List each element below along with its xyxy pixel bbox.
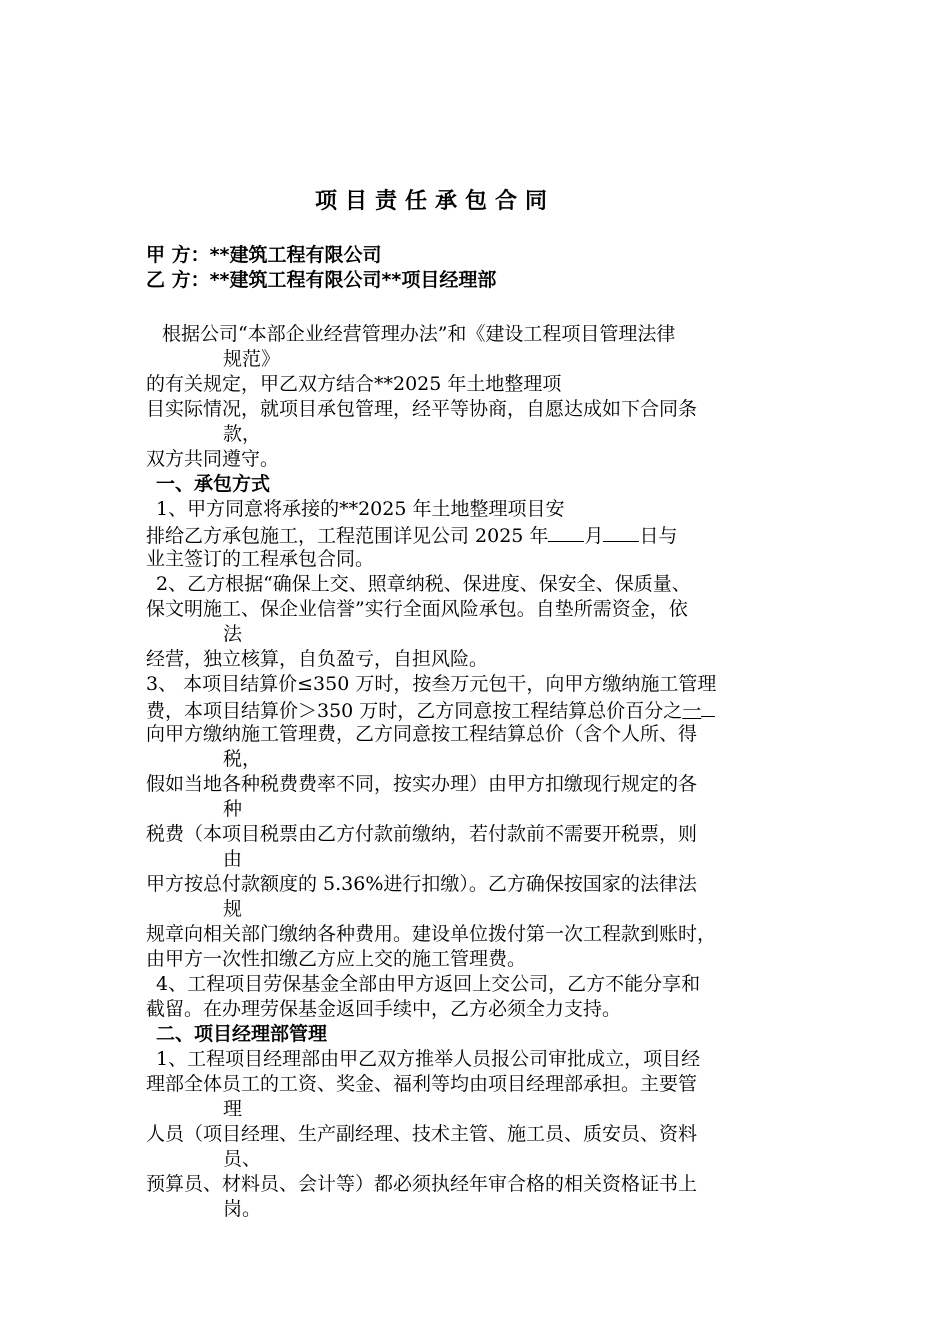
clause-line: 2、乙方根据“确保上交、照章纳税、保进度、保安全、保质量、 [156, 573, 691, 595]
intro-line: 目实际情况，就项目承包管理，经平等协商，自愿达成如下合同条 [146, 398, 698, 420]
intro-line: 的有关规定，甲乙双方结合**2025 年土地整理项 [146, 373, 562, 395]
clause-line: 截留。在办理劳保基金返回手续中，乙方必须全力支持。 [146, 998, 622, 1020]
document-body [146, 243, 811, 1222]
document-title: 项目责任承包合同 [314, 189, 555, 214]
clause-line: 理部全体员工的工资、奖金、福利等均由项目经理部承担。主要管 [146, 1073, 698, 1095]
party-a: 甲 方：**建筑工程有限公司 [146, 244, 382, 266]
clause-line: 费，本项目结算价＞350 万时，乙方同意按工程结算总价百分之一 [146, 697, 811, 722]
clause-line: 由甲方一次性扣缴乙方应上交的施工管理费。 [146, 948, 527, 970]
clause-line: 理 [223, 1098, 243, 1120]
clause-line: 岗。 [223, 1198, 262, 1220]
clause-line: 向甲方缴纳施工管理费，乙方同意按工程结算总价（含个人所、得 [146, 723, 698, 745]
clause-line: 税费（本项目税票由乙方付款前缴纳，若付款前不需要开税票，则 [146, 823, 698, 845]
clause-line: 经营，独立核算，自负盈亏，自担风险。 [146, 648, 489, 670]
intro-line: 款， [223, 423, 262, 445]
clause-line: 3、 本项目结算价≤350 万时，按叁万元包干，向甲方缴纳施工管理 [146, 673, 717, 695]
clause-line: 预算员、材料员、会计等）都必须执经年审合格的相关资格证书上 [146, 1173, 698, 1195]
clause-line: 业主签订的工程承包合同。 [146, 548, 375, 570]
intro-line: 规范》 [223, 348, 281, 370]
clause-line: 员、 [223, 1148, 262, 1170]
blank-month [548, 522, 584, 542]
clause-line: 甲方按总付款额度的 5.36%进行扣缴）。乙方确保按国家的法律法 [146, 873, 697, 895]
clause-line: 1、工程项目经理部由甲乙双方推举人员报公司审批成立，项目经 [156, 1048, 701, 1070]
clause-line: 1、甲方同意将承接的**2025 年土地整理项目安 [156, 498, 565, 520]
intro-line: 双方共同遵守。 [146, 448, 280, 470]
clause-line: 排给乙方承包施工，工程范围详见公司 2025 年 月 日与 [146, 522, 811, 547]
clause-line: 假如当地各种税费费率不同，按实办理）由甲方扣缴现行规定的各 [146, 773, 698, 795]
clause-line: 税， [223, 748, 262, 770]
clause-line: 由 [223, 848, 243, 870]
blank-day [603, 522, 639, 542]
clause-line: 4、工程项目劳保基金全部由甲方返回上交公司，乙方不能分享和 [156, 973, 701, 995]
clause-line: 法 [223, 623, 243, 645]
party-b: 乙 方：**建筑工程有限公司**项目经理部 [146, 269, 497, 291]
underlined-percent: 一 [682, 700, 702, 722]
section-heading-contract-mode: 一、承包方式 [156, 473, 271, 495]
clause-line: 人员（项目经理、生产副经理、技术主管、施工员、质安员、资料 [146, 1123, 698, 1145]
section-heading-project-management: 二、项目经理部管理 [156, 1023, 328, 1045]
clause-line: 种 [223, 798, 243, 820]
clause-line: 规 [223, 898, 243, 920]
clause-line: 保文明施工、保企业信誉”实行全面风险承包。自垫所需资金，依 [146, 598, 688, 620]
intro-line: 根据公司“本部企业经营管理办法”和《建设工程项目管理法律 [162, 323, 676, 345]
clause-line: 规章向相关部门缴纳各种费用。建设单位拨付第一次工程款到账时， [146, 923, 717, 945]
